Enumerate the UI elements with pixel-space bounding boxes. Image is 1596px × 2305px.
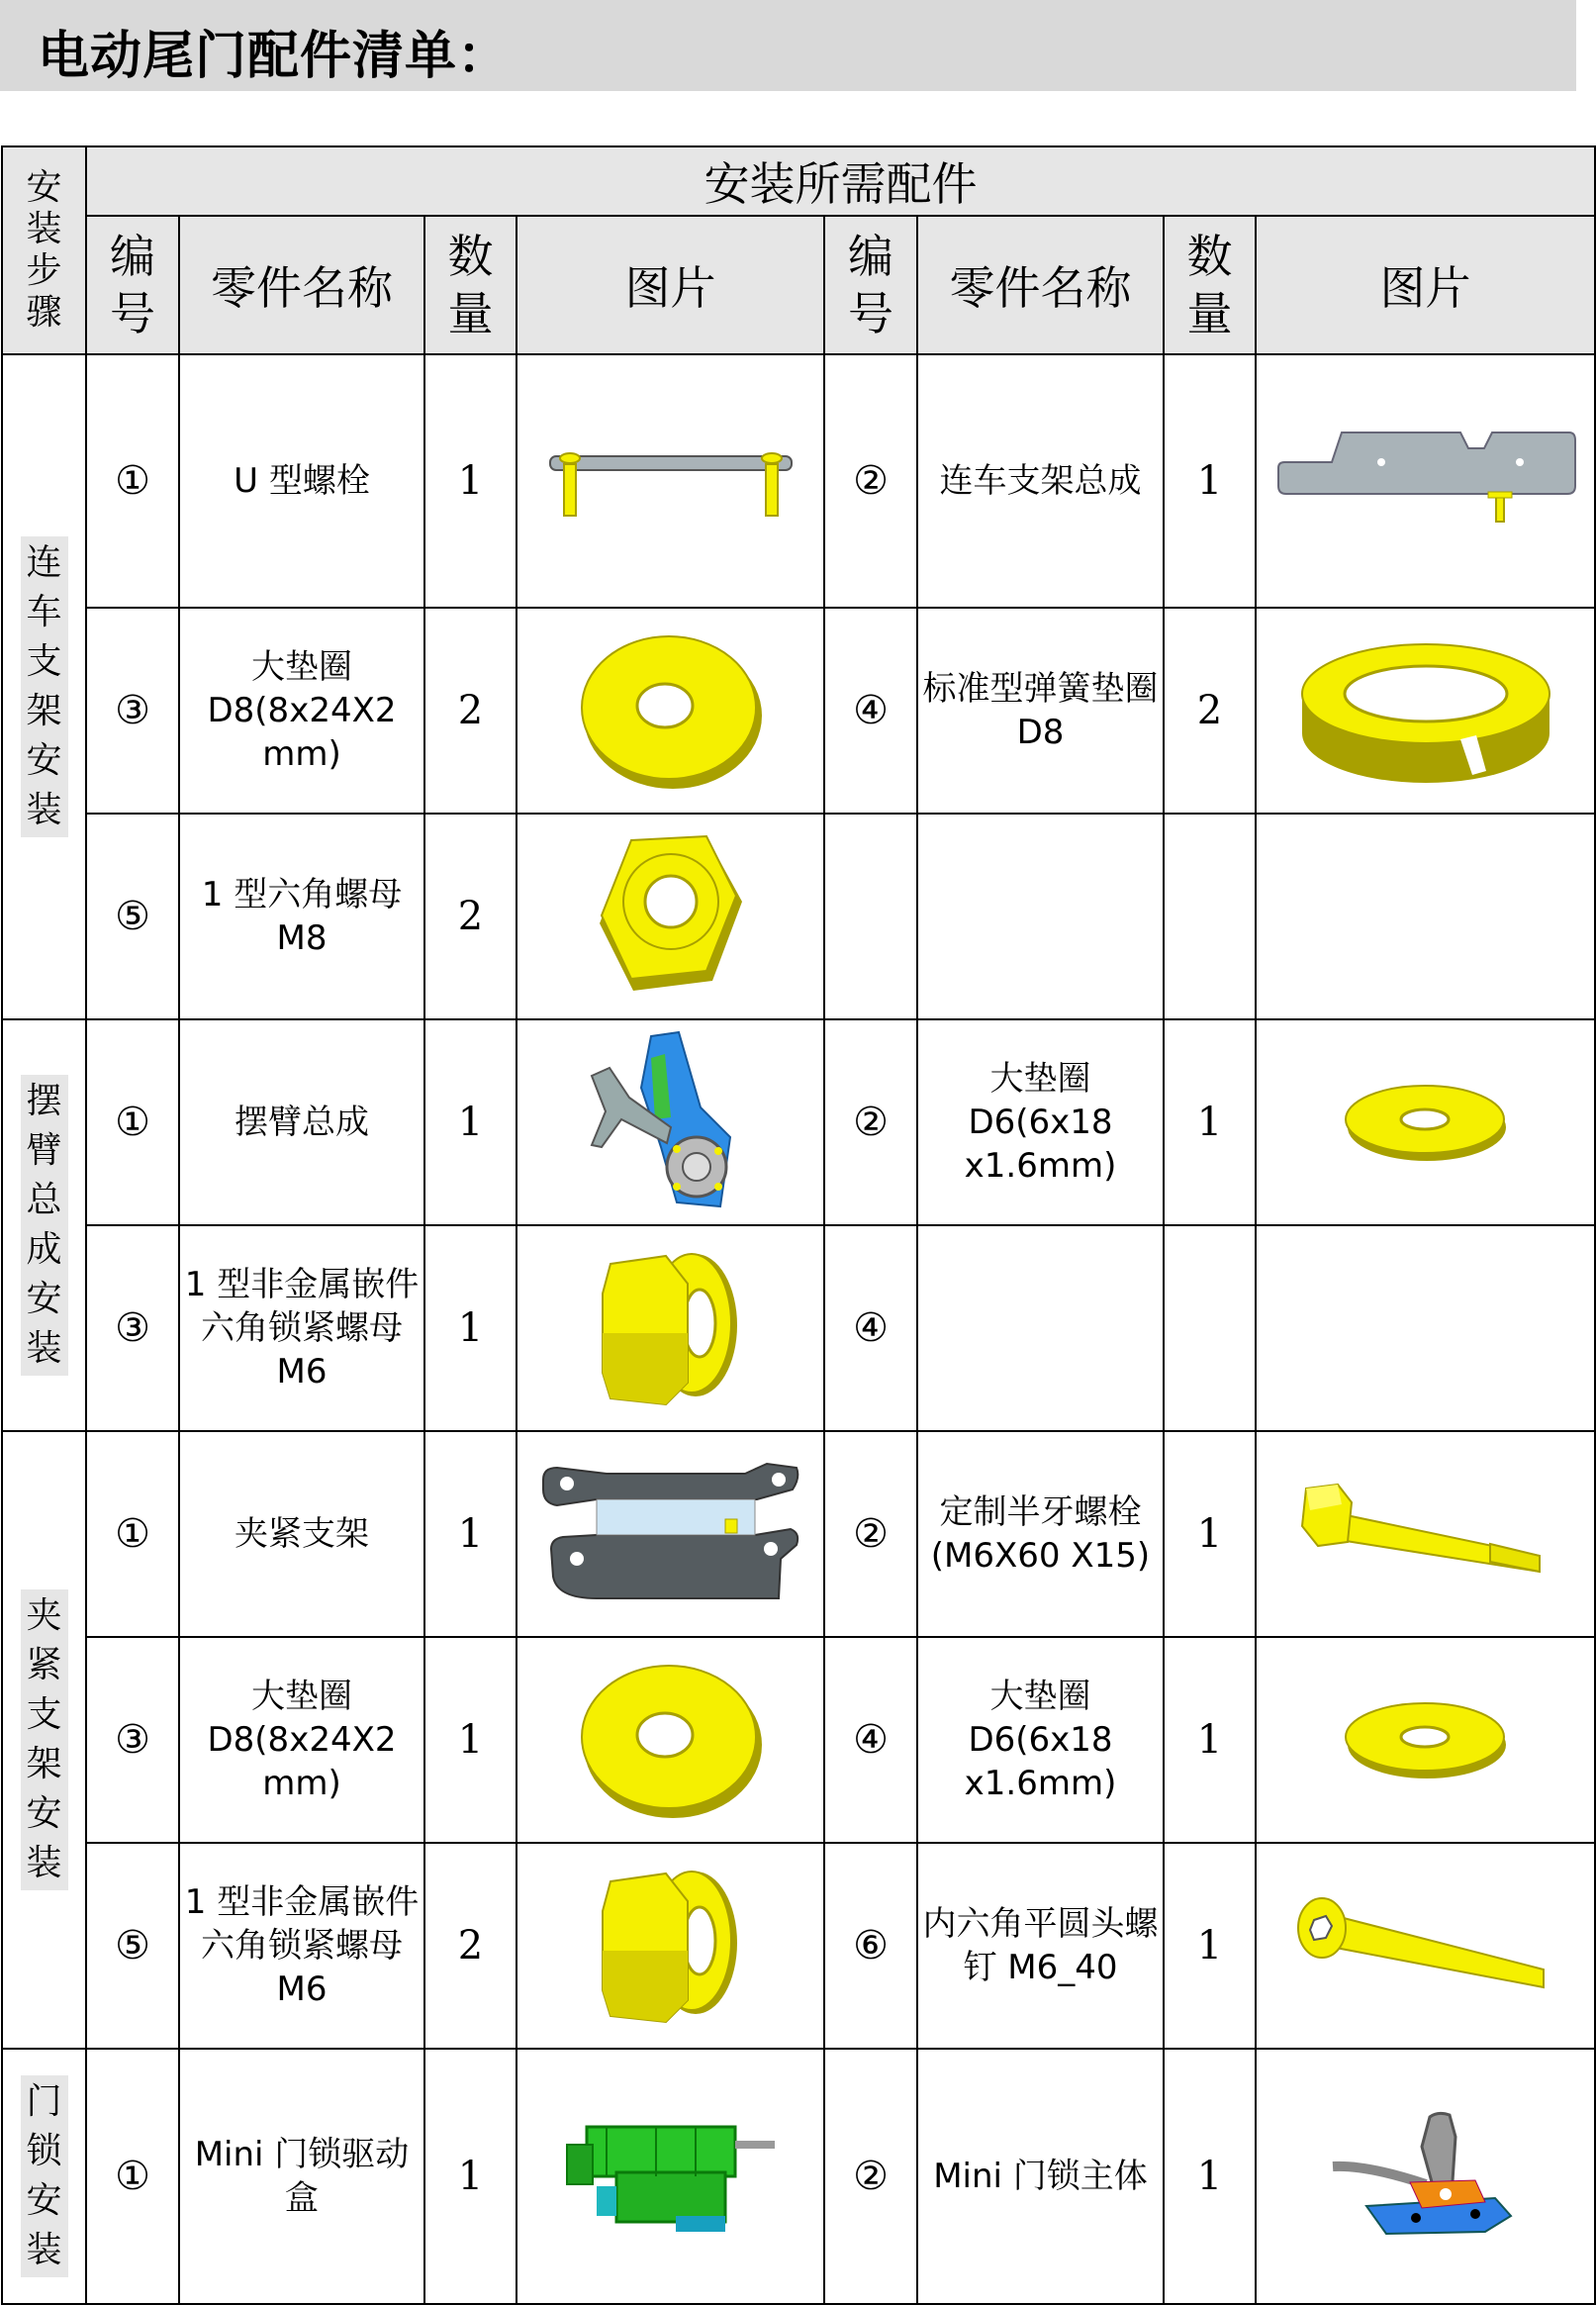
part-name: 定制半牙螺栓(M6X60 X15) [917, 1431, 1164, 1637]
part-quantity: 1 [1164, 1019, 1256, 1225]
part-picture [516, 1225, 824, 1431]
large-washer-icon [517, 626, 823, 795]
part-quantity: 1 [1164, 354, 1256, 608]
part-picture [1256, 814, 1595, 1019]
part-picture [516, 1019, 824, 1225]
page-title: 电动尾门配件清单： [38, 27, 511, 86]
part-quantity: 1 [424, 1225, 516, 1431]
table-row [2, 814, 1595, 1019]
part-name: 夹紧支架 [179, 1431, 424, 1637]
part-picture [516, 354, 824, 608]
part-quantity: 1 [424, 1019, 516, 1225]
part-number [824, 814, 917, 1019]
header-part-name-right: 零件名称 [917, 216, 1164, 354]
part-picture [1256, 1637, 1595, 1843]
part-picture [1256, 2049, 1595, 2304]
part-number: ① [86, 2049, 179, 2304]
part-name: 标准型弹簧垫圈 D8 [917, 608, 1164, 814]
part-name: 1 型非金属嵌件六角锁紧螺母 M6 [179, 1843, 424, 2049]
header-part-name-left: 零件名称 [179, 216, 424, 354]
part-quantity: 2 [1164, 608, 1256, 814]
header-number-right: 编号 [824, 216, 917, 354]
part-number: ④ [824, 608, 917, 814]
title-bar [0, 0, 1576, 91]
part-name: 1 型非金属嵌件六角锁紧螺母 M6 [179, 1225, 424, 1431]
header-picture-right: 图片 [1256, 216, 1595, 354]
lock-actuator-icon [517, 2107, 823, 2246]
part-number: ③ [86, 1637, 179, 1843]
part-quantity: 2 [424, 814, 516, 1019]
part-picture [1256, 354, 1595, 608]
table-row [2, 354, 1595, 608]
socket-screw-icon [1257, 1886, 1594, 2005]
part-quantity: 1 [424, 1637, 516, 1843]
part-quantity: 1 [1164, 1431, 1256, 1637]
part-quantity: 2 [424, 1843, 516, 2049]
step-cell [2, 1019, 86, 1431]
hex-nut-icon [517, 832, 823, 1001]
step-label: 门锁安装 [21, 2075, 68, 2277]
spring-washer-icon [1257, 636, 1594, 785]
part-picture [1256, 1843, 1595, 2049]
header-quantity-left: 数量 [424, 216, 516, 354]
part-name: 大垫圈 D8(8x24X2 mm) [179, 608, 424, 814]
step-cell [2, 1431, 86, 2049]
part-picture [516, 2049, 824, 2304]
table-row [2, 1637, 1595, 1843]
header-number-left: 编号 [86, 216, 179, 354]
step-cell [2, 2049, 86, 2304]
part-quantity: 2 [424, 608, 516, 814]
part-picture [1256, 1225, 1595, 1431]
part-number: ② [824, 2049, 917, 2304]
part-number: ④ [824, 1637, 917, 1843]
part-name: 大垫圈 D6(6x18 x1.6mm) [917, 1019, 1164, 1225]
part-number: ① [86, 1431, 179, 1637]
step-cell [2, 354, 86, 1019]
table-row [2, 1431, 1595, 1637]
part-picture [516, 814, 824, 1019]
clamp-bracket-icon [517, 1460, 823, 1608]
part-name: 大垫圈 D8(8x24X2 mm) [179, 1637, 424, 1843]
header-quantity-right: 数量 [1164, 216, 1256, 354]
part-number: ⑤ [86, 1843, 179, 2049]
lock-nut-icon [517, 1244, 823, 1412]
part-name: 摆臂总成 [179, 1019, 424, 1225]
part-picture [516, 1431, 824, 1637]
part-picture [1256, 1431, 1595, 1637]
part-number: ② [824, 354, 917, 608]
part-name: 大垫圈 D6(6x18 x1.6mm) [917, 1637, 1164, 1843]
hex-bolt-icon [1257, 1475, 1594, 1593]
header-required-parts: 安装所需配件 [86, 146, 1595, 216]
part-quantity: 1 [1164, 2049, 1256, 2304]
part-name: Mini 门锁驱动盒 [179, 2049, 424, 2304]
part-number: ④ [824, 1225, 917, 1431]
lock-body-icon [1257, 2107, 1594, 2246]
table-row [2, 1843, 1595, 2049]
step-label: 连车支架安装 [21, 536, 68, 837]
u-bolt-icon [517, 436, 823, 526]
header-picture-left: 图片 [516, 216, 824, 354]
part-name: U 型螺栓 [179, 354, 424, 608]
part-quantity: 1 [1164, 1637, 1256, 1843]
part-number: ③ [86, 1225, 179, 1431]
part-quantity: 1 [424, 2049, 516, 2304]
part-name: 连车支架总成 [917, 354, 1164, 608]
part-picture [1256, 608, 1595, 814]
part-number: ⑤ [86, 814, 179, 1019]
flat-washer-icon [1257, 1695, 1594, 1784]
part-number: ⑥ [824, 1843, 917, 2049]
part-picture [1256, 1019, 1595, 1225]
part-name: 内六角平圆头螺钉 M6_40 [917, 1843, 1164, 2049]
step-label: 夹紧支架安装 [21, 1589, 68, 1890]
part-quantity: 1 [424, 354, 516, 608]
part-number: ① [86, 1019, 179, 1225]
part-quantity [1164, 814, 1256, 1019]
table-row [2, 1225, 1595, 1431]
part-picture [516, 608, 824, 814]
part-number: ② [824, 1019, 917, 1225]
lock-nut-icon [517, 1862, 823, 2030]
step-label: 摆臂总成安装 [21, 1075, 68, 1376]
parts-table [1, 145, 1596, 2305]
part-quantity: 1 [424, 1431, 516, 1637]
table-row [2, 2049, 1595, 2304]
table-row [2, 1019, 1595, 1225]
part-name [917, 1225, 1164, 1431]
part-number: ② [824, 1431, 917, 1637]
mounting-bracket-icon [1257, 427, 1594, 535]
part-number: ① [86, 354, 179, 608]
part-quantity [1164, 1225, 1256, 1431]
large-washer-icon [517, 1656, 823, 1824]
flat-washer-icon [1257, 1078, 1594, 1167]
table-row [2, 608, 1595, 814]
header-step: 安装步骤 [2, 146, 86, 354]
part-name: Mini 门锁主体 [917, 2049, 1164, 2304]
part-picture [516, 1843, 824, 2049]
part-quantity: 1 [1164, 1843, 1256, 2049]
part-name [917, 814, 1164, 1019]
part-name: 1 型六角螺母 M8 [179, 814, 424, 1019]
part-picture [516, 1637, 824, 1843]
part-number: ③ [86, 608, 179, 814]
swing-arm-icon [517, 1028, 823, 1216]
